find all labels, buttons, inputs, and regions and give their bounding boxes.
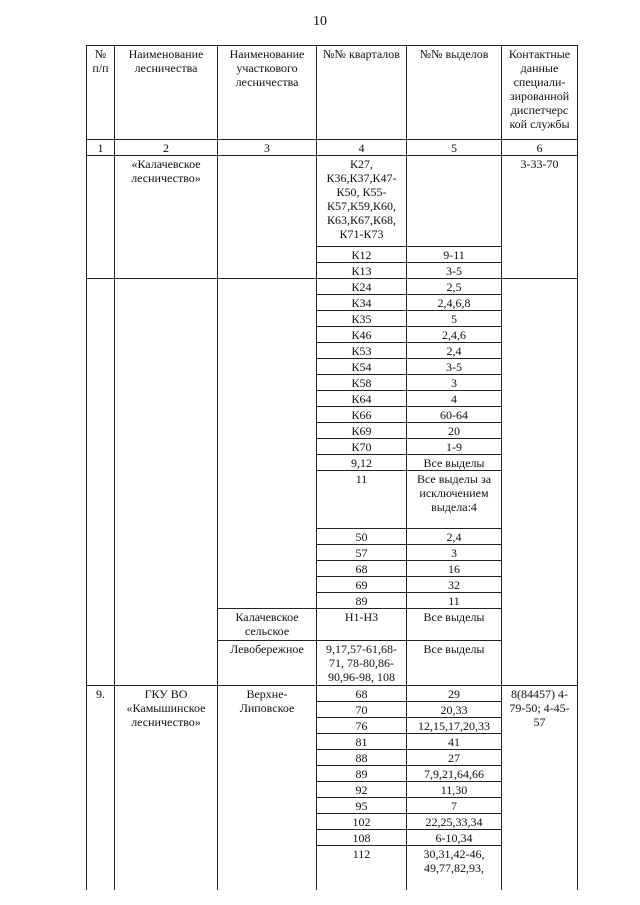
header-quarters: №№ кварталов: [317, 46, 407, 140]
quarters-cell: К64: [317, 391, 407, 407]
row-number: 9.: [87, 686, 115, 890]
allotments-cell: Все выделы за исключением выдела:4: [407, 471, 502, 529]
table-row: [87, 279, 578, 295]
contact-cell: 8(84457) 4-79-50; 4-45-57: [502, 686, 578, 890]
quarters-cell: 57: [317, 545, 407, 561]
allotments-cell: 2,4,6: [407, 327, 502, 343]
allotments-cell: 12,15,17,20,33: [407, 718, 502, 734]
sub-forestry-name: Левобережное: [218, 641, 317, 686]
contact-cell: 3-33-70: [502, 156, 578, 279]
allotments-cell: 5: [407, 311, 502, 327]
quarters-cell: К54: [317, 359, 407, 375]
allotments-cell: 3: [407, 545, 502, 561]
header-sub-forestry: Наименование участкового лесничества: [218, 46, 317, 140]
allotments-cell: 22,25,33,34: [407, 814, 502, 830]
quarters-cell: 88: [317, 750, 407, 766]
header-row: [87, 46, 578, 140]
page-number: 10: [313, 14, 327, 29]
allotments-cell: 7,9,21,64,66: [407, 766, 502, 782]
forestry-name: ГКУ ВО «Камышинское лесничество»: [115, 686, 218, 890]
allotments-cell: 2,4,6,8: [407, 295, 502, 311]
quarters-cell: 95: [317, 798, 407, 814]
quarters-cell: К58: [317, 375, 407, 391]
allotments-cell: 16: [407, 561, 502, 577]
quarters-cell: 69: [317, 577, 407, 593]
allotments-cell: 2,4: [407, 343, 502, 359]
quarters-cell: Н1-Н3: [317, 609, 407, 641]
allotments-cell: Все выделы: [407, 455, 502, 471]
allotments-cell: 9-11: [407, 247, 502, 263]
forestry-name: «Калачевское лесничество»: [115, 156, 218, 279]
quarters-cell: 68: [317, 561, 407, 577]
allotments-cell: 11,30: [407, 782, 502, 798]
header-number: № п/п: [87, 46, 115, 140]
sub-forestry-cell: [218, 156, 317, 279]
quarters-cell: 89: [317, 766, 407, 782]
quarters-cell: К35: [317, 311, 407, 327]
header-forestry: Наименование лесничества: [115, 46, 218, 140]
column-number: 1: [87, 140, 115, 156]
quarters-cell: 108: [317, 830, 407, 846]
quarters-cell: К46: [317, 327, 407, 343]
column-number: 3: [218, 140, 317, 156]
allotments-cell: 7: [407, 798, 502, 814]
quarters-cell: К70: [317, 439, 407, 455]
quarters-cell: 76: [317, 718, 407, 734]
allotments-cell: 2,4: [407, 529, 502, 545]
quarters-cell: К13: [317, 263, 407, 279]
allotments-cell: Все выделы: [407, 609, 502, 641]
quarters-cell: К66: [317, 407, 407, 423]
sub-forestry-name: Калачевское сельское: [218, 609, 317, 641]
quarters-cell: К34: [317, 295, 407, 311]
allotments-cell: 27: [407, 750, 502, 766]
quarters-cell: К27, К36,К37,К47-К50, К55-К57,К59,К60, К63,К67,К68, К71-К73: [317, 156, 407, 247]
allotments-cell: 30,31,42-46, 49,77,82,93,: [407, 846, 502, 890]
column-number: 2: [115, 140, 218, 156]
quarters-cell: К69: [317, 423, 407, 439]
forestry-name: [115, 279, 218, 686]
column-number: 4: [317, 140, 407, 156]
sub-forestry-cell: [218, 279, 317, 609]
header-allotments: №№ выделов: [407, 46, 502, 140]
allotments-cell: 2,5: [407, 279, 502, 295]
allotments-cell: Все выделы: [407, 641, 502, 686]
allotments-cell: 4: [407, 391, 502, 407]
allotments-cell: 32: [407, 577, 502, 593]
column-number-row: [87, 140, 578, 156]
row-number-cell: [87, 156, 115, 279]
allotments-cell: 1-9: [407, 439, 502, 455]
contact-cell: [502, 279, 578, 686]
allotments-cell: 11: [407, 593, 502, 609]
column-number: 6: [502, 140, 578, 156]
allotments-cell: 3-5: [407, 263, 502, 279]
row-number-cell: [87, 279, 115, 686]
allotments-cell: 20: [407, 423, 502, 439]
quarters-cell: К24: [317, 279, 407, 295]
quarters-cell: 70: [317, 702, 407, 718]
header-contact: Контактные данные специали-зированной диспетчерс кой службы: [502, 46, 578, 140]
allotments-cell: 41: [407, 734, 502, 750]
allotments-cell: 20,33: [407, 702, 502, 718]
allotments-cell: [407, 156, 502, 247]
allotments-cell: 3-5: [407, 359, 502, 375]
quarters-cell: 9,17,57-61,68-71, 78-80,86-90,96-98, 108: [317, 641, 407, 686]
quarters-cell: К53: [317, 343, 407, 359]
quarters-cell: К12: [317, 247, 407, 263]
quarters-cell: 68: [317, 686, 407, 702]
quarters-cell: 112: [317, 846, 407, 890]
allotments-cell: 6-10,34: [407, 830, 502, 846]
quarters-cell: 102: [317, 814, 407, 830]
quarters-cell: 9,12: [317, 455, 407, 471]
forestry-table: [86, 45, 578, 890]
quarters-cell: 92: [317, 782, 407, 798]
allotments-cell: 29: [407, 686, 502, 702]
allotments-cell: 60-64: [407, 407, 502, 423]
quarters-cell: 89: [317, 593, 407, 609]
quarters-cell: 50: [317, 529, 407, 545]
allotments-cell: 3: [407, 375, 502, 391]
table-row: [87, 156, 578, 247]
quarters-cell: 81: [317, 734, 407, 750]
sub-forestry-name: Верхне-Липовское: [218, 686, 317, 890]
column-number: 5: [407, 140, 502, 156]
quarters-cell: 11: [317, 471, 407, 529]
table-row: [87, 686, 578, 702]
